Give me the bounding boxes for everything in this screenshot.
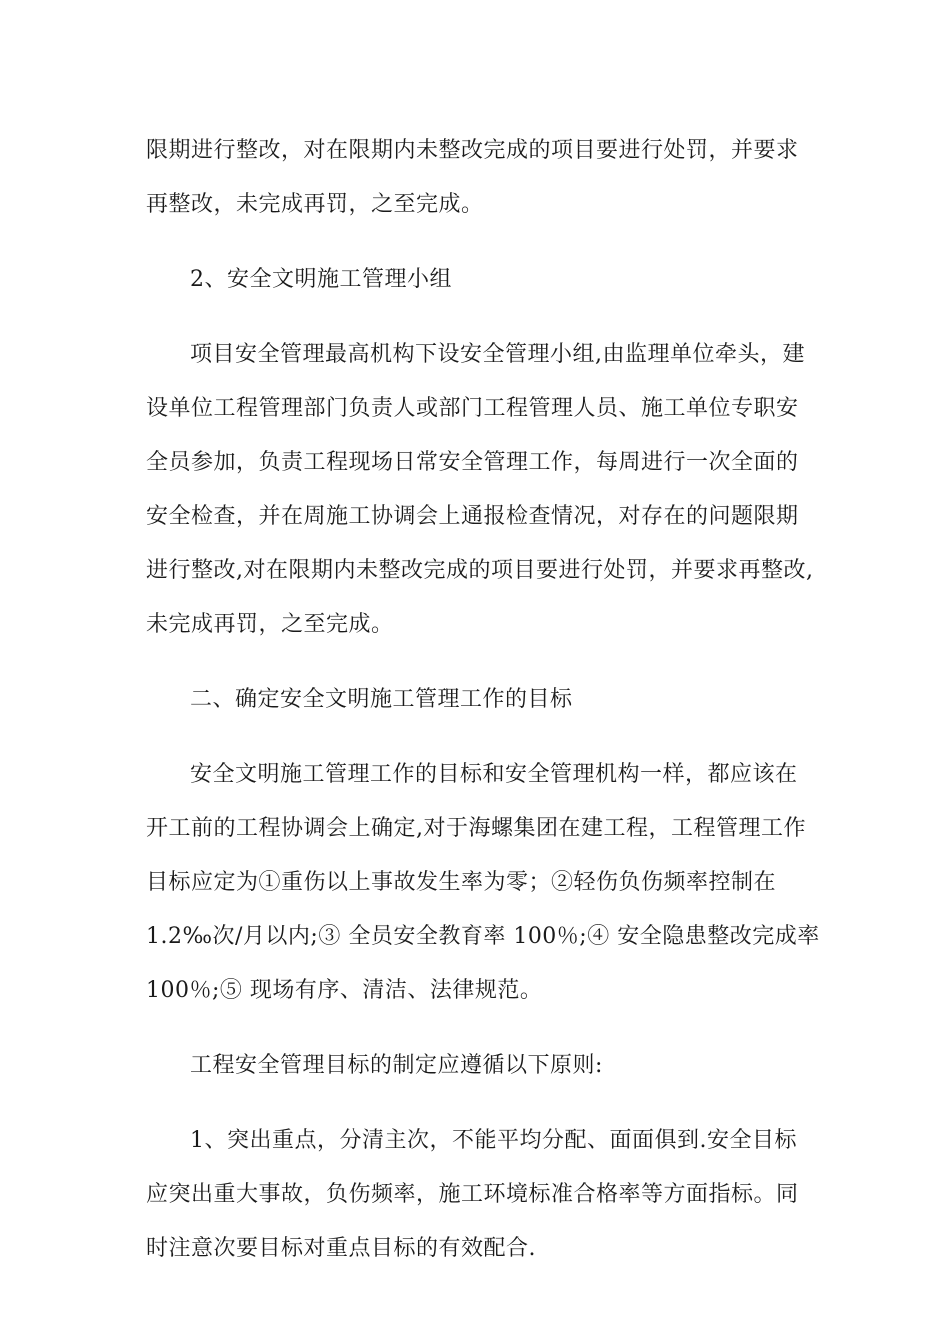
text-line: 项目安全管理最高机构下设安全管理小组,由监理单位牵头，建 [190,342,805,367]
text-line: 限期进行整改，对在限期内未整改完成的项目要进行处罚，并要求 [146,138,799,163]
text-line: 开工前的工程协调会上确定,对于海螺集团在建工程，工程管理工作 [146,816,806,841]
text-line: 工程安全管理目标的制定应遵循以下原则: [190,1053,603,1078]
text-line: 1、突出重点，分清主次，不能平均分配、面面俱到.安全目标 [190,1128,797,1153]
section-heading-2 [146,253,806,307]
text-line: 未完成再罚，之至完成。 [146,612,394,637]
text-line: 100％;⑤ 现场有序、清洁、法律规范。 [146,978,543,1003]
text-line: 再整改，未完成再罚，之至完成。 [146,192,484,217]
text-line: 安全检查，并在周施工协调会上通报检查情况，对存在的问题限期 [146,504,799,529]
text-line: 安全文明施工管理工作的目标和安全管理机构一样，都应该在 [190,762,798,787]
document-body [146,124,820,1276]
paragraph-principle-1 [146,1114,806,1276]
paragraph-goals [146,748,820,1018]
paragraph-safety-group [146,328,814,652]
paragraph-continuation [146,124,806,232]
section-heading-goals [146,673,806,727]
text-line: 目标应定为①重伤以上事故发生率为零；②轻伤负伤频率控制在 [146,870,777,895]
text-line: 1.2‰次/月以内;③ 全员安全教育率 100％;④ 安全隐患整改完成率 [146,924,820,949]
heading-text: 二、确定安全文明施工管理工作的目标 [190,687,573,712]
paragraph-principles-intro [146,1039,806,1093]
text-line: 全员参加，负责工程现场日常安全管理工作，每周进行一次全面的 [146,450,799,475]
text-line: 时注意次要目标对重点目标的有效配合. [146,1236,536,1261]
text-line: 进行整改,对在限期内未整改完成的项目要进行处罚，并要求再整改, [146,558,814,583]
text-line: 设单位工程管理部门负责人或部门工程管理人员、施工单位专职安 [146,396,799,421]
text-line: 应突出重大事故，负伤频率，施工环境标准合格率等方面指标。同 [146,1182,799,1207]
heading-text: 2、安全文明施工管理小组 [190,267,452,292]
